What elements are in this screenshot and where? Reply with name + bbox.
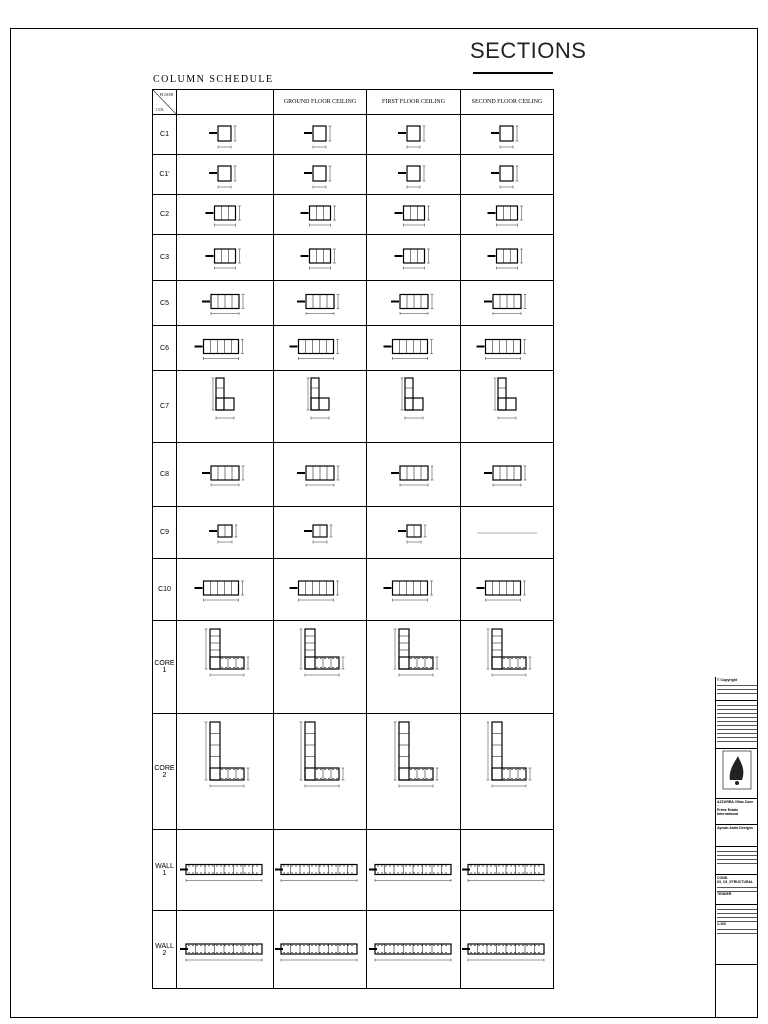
- section-cell: [461, 235, 554, 281]
- table-row: [153, 326, 554, 371]
- section-cell: [274, 621, 367, 714]
- column-section-sketch: [275, 561, 365, 619]
- section-cell: [274, 911, 367, 989]
- column-section-sketch: [180, 197, 270, 233]
- section-cell: [461, 911, 554, 989]
- column-section-sketch: [369, 561, 459, 619]
- column-section-sketch: [275, 237, 365, 279]
- row-label: C1: [153, 115, 177, 155]
- info-block: [716, 905, 758, 965]
- section-cell: [177, 714, 274, 830]
- table-row: [153, 281, 554, 326]
- column-section-sketch: [462, 445, 552, 505]
- column-section-sketch: [180, 623, 270, 712]
- title-underline: [473, 72, 553, 74]
- table-row: [153, 621, 554, 714]
- column-section-sketch: [180, 445, 270, 505]
- corner-floor-label: FLOOR: [159, 92, 173, 97]
- column-section-sketch: [369, 445, 459, 505]
- section-cell: [177, 911, 274, 989]
- column-section-sketch: [275, 283, 365, 324]
- section-cell: [274, 714, 367, 830]
- row-label: C7: [153, 371, 177, 443]
- row-label: C5: [153, 281, 177, 326]
- column-section-sketch: [369, 197, 459, 233]
- column-section-sketch: [369, 373, 459, 441]
- empty-section-line: [462, 509, 552, 557]
- section-cell: [461, 830, 554, 911]
- column-section-sketch: [369, 157, 459, 193]
- copyright-label: © Copyright: [717, 678, 738, 682]
- row-label: CORE 2: [153, 714, 177, 830]
- column-section-sketch: [275, 117, 365, 153]
- section-cell: [274, 371, 367, 443]
- section-cell: [177, 371, 274, 443]
- column-section-sketch: [462, 237, 552, 279]
- row-label: C10: [153, 559, 177, 621]
- column-section-sketch: [180, 117, 270, 153]
- client-name: Prime Estate International: [717, 808, 739, 816]
- schedule-body: [153, 115, 554, 989]
- project-name: AZZURRA Villas Zone: [717, 800, 754, 804]
- column-section-sketch: [369, 623, 459, 712]
- section-cell: [274, 830, 367, 911]
- column-section-sketch: [275, 445, 365, 505]
- column-section-sketch: [462, 913, 552, 987]
- column-section-sketch: [462, 197, 552, 233]
- header-first-floor: FIRST FLOOR CEILING: [367, 90, 461, 115]
- column-section-sketch: [275, 623, 365, 712]
- table-row: [153, 559, 554, 621]
- column-section-sketch: [462, 373, 552, 441]
- table-corner-header: [153, 90, 177, 115]
- column-section-sketch: [462, 832, 552, 909]
- section-cell: [367, 235, 461, 281]
- column-schedule-table: [152, 89, 554, 989]
- section-cell: [367, 326, 461, 371]
- column-section-sketch: [369, 832, 459, 909]
- section-cell: [274, 559, 367, 621]
- section-cell: [367, 195, 461, 235]
- schedule-label: COLUMN SCHEDULE: [153, 74, 274, 85]
- section-cell: [177, 281, 274, 326]
- section-cell: [461, 371, 554, 443]
- sheet-name: COND-03_C6_STRUCTURAL: [717, 876, 754, 884]
- section-cell: [367, 443, 461, 507]
- table-row: [153, 155, 554, 195]
- row-label: C6: [153, 326, 177, 371]
- calligraphy-logo-icon: [722, 750, 752, 790]
- column-section-sketch: [462, 561, 552, 619]
- section-cell: [367, 155, 461, 195]
- section-cell: [461, 507, 554, 559]
- column-section-sketch: [275, 157, 365, 193]
- column-section-sketch: [462, 716, 552, 828]
- row-label: CORE 1: [153, 621, 177, 714]
- section-cell: [177, 559, 274, 621]
- column-section-sketch: [180, 237, 270, 279]
- column-section-sketch: [180, 373, 270, 441]
- section-cell: [274, 195, 367, 235]
- column-section-sketch: [369, 328, 459, 369]
- row-label: C8: [153, 443, 177, 507]
- section-cell: [461, 443, 554, 507]
- table-row: [153, 195, 554, 235]
- section-cell: [177, 830, 274, 911]
- firm-name: Ayman Arabi Designs: [717, 826, 753, 830]
- column-section-sketch: [180, 913, 270, 987]
- scale-label: 1:100: [717, 922, 726, 926]
- section-cell: [461, 326, 554, 371]
- revision-grid: [716, 701, 758, 749]
- column-section-sketch: [180, 157, 270, 193]
- section-cell: [367, 281, 461, 326]
- stamp-block: [716, 847, 758, 875]
- section-cell: [367, 559, 461, 621]
- column-section-sketch: [275, 716, 365, 828]
- column-section-sketch: [180, 328, 270, 369]
- column-section-sketch: [275, 913, 365, 987]
- page-title: SECTIONS: [470, 38, 587, 63]
- header-second-floor: SECOND FLOOR CEILING: [461, 90, 554, 115]
- column-section-sketch: [462, 157, 552, 193]
- table-row: [153, 714, 554, 830]
- table-row: [153, 235, 554, 281]
- section-cell: [367, 911, 461, 989]
- column-section-sketch: [180, 283, 270, 324]
- column-section-sketch: [275, 509, 365, 557]
- section-cell: [274, 507, 367, 559]
- column-section-sketch: [180, 832, 270, 909]
- table-row: [153, 830, 554, 911]
- section-cell: [461, 621, 554, 714]
- corner-col-label: COL: [156, 107, 164, 112]
- column-section-sketch: [180, 561, 270, 619]
- section-cell: [177, 621, 274, 714]
- section-cell: [177, 507, 274, 559]
- column-section-sketch: [180, 509, 270, 557]
- blank-header: [177, 90, 274, 115]
- section-cell: [177, 443, 274, 507]
- column-section-sketch: [369, 716, 459, 828]
- table-row: [153, 507, 554, 559]
- section-cell: [461, 155, 554, 195]
- column-section-sketch: [462, 117, 552, 153]
- section-cell: [274, 281, 367, 326]
- section-cell: [367, 507, 461, 559]
- row-label: WALL 2: [153, 911, 177, 989]
- column-section-sketch: [369, 509, 459, 557]
- column-section-sketch: [462, 328, 552, 369]
- firm-block: [716, 825, 758, 847]
- logo-block: [716, 749, 758, 799]
- column-section-sketch: [462, 623, 552, 712]
- column-section-sketch: [369, 283, 459, 324]
- section-cell: [461, 115, 554, 155]
- sheet-block: [716, 875, 758, 905]
- table-row: [153, 443, 554, 507]
- column-section-sketch: [180, 716, 270, 828]
- section-cell: [177, 115, 274, 155]
- column-section-sketch: [369, 913, 459, 987]
- section-cell: [461, 714, 554, 830]
- section-cell: [177, 235, 274, 281]
- row-label: C2: [153, 195, 177, 235]
- section-cell: [367, 621, 461, 714]
- project-block: AZZURRA Villas Zone — Prime Estate International: [716, 799, 758, 825]
- table-row: [153, 911, 554, 989]
- section-cell: [461, 559, 554, 621]
- row-label: WALL 1: [153, 830, 177, 911]
- column-section-sketch: [369, 117, 459, 153]
- section-cell: [274, 443, 367, 507]
- table-row: [153, 371, 554, 443]
- section-cell: [461, 281, 554, 326]
- section-cell: [367, 371, 461, 443]
- section-cell: [367, 714, 461, 830]
- section-cell: [367, 115, 461, 155]
- table-row: [153, 115, 554, 155]
- section-cell: [177, 326, 274, 371]
- column-section-sketch: [275, 197, 365, 233]
- section-cell: [274, 235, 367, 281]
- stage-label: TENDER: [717, 892, 732, 896]
- row-label: C3: [153, 235, 177, 281]
- column-section-sketch: [275, 328, 365, 369]
- section-cell: [274, 155, 367, 195]
- column-section-sketch: [275, 373, 365, 441]
- section-cell: [177, 195, 274, 235]
- section-cell: [367, 830, 461, 911]
- title-block: [715, 677, 758, 1018]
- section-cell: [177, 155, 274, 195]
- section-cell: [461, 195, 554, 235]
- row-label: C9: [153, 507, 177, 559]
- copyright-block: [716, 677, 758, 701]
- header-ground-floor: GROUND FLOOR CEILING: [274, 90, 367, 115]
- section-cell: [274, 115, 367, 155]
- row-label: C1': [153, 155, 177, 195]
- column-section-sketch: [275, 832, 365, 909]
- section-cell: [274, 326, 367, 371]
- column-section-sketch: [462, 283, 552, 324]
- column-section-sketch: [369, 237, 459, 279]
